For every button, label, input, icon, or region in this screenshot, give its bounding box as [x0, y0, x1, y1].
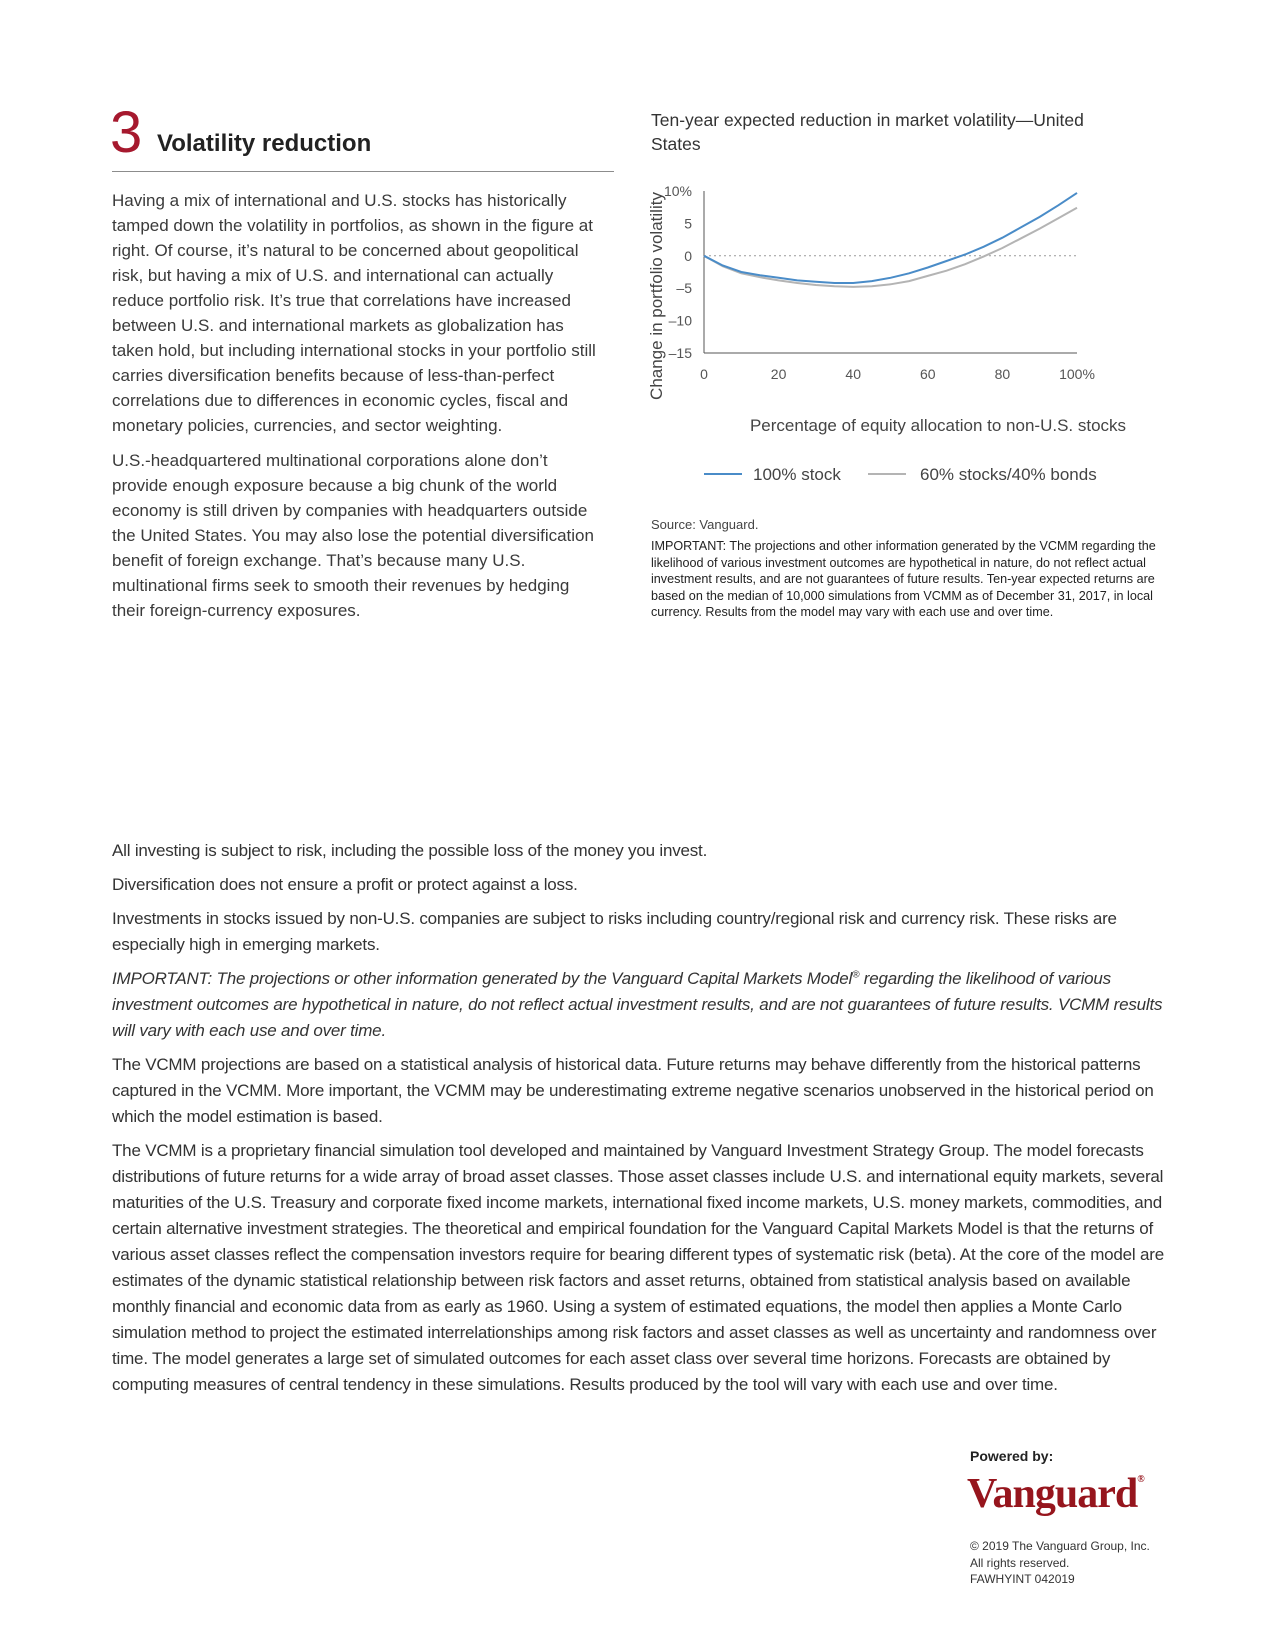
- x-tick-label: 60: [920, 366, 936, 382]
- disclosure-vcmm-description: The VCMM is a proprietary financial simulation tool developed and maintained by Vanguard Investment Strategy Group. The model forecasts distributions of future returns for a wide array of broad asset classes. Those asset classes include U.S. and international equity markets, several maturities of the U.S. Treasury and corporate fixed income markets, international fixed income markets, U.S. money markets, commodities, and certain alternative investment strategies. The theoretical and empirical foundation for the Vanguard Capital Markets Model is that the returns of various asset classes reflect the compensation investors require for bearing different types of systematic risk (beta). At the core of the model are estimates of the dynamic statistical relationship between risk factors and asset returns, obtained from statistical analysis based on available monthly financial and economic data from as early as 1960. Using a system of estimated equations, the model then applies a Monte Carlo simulation method to project the estimated interrelationships among risk factors and asset classes as well as uncertainty and randomness over time. The model generates a large set of simulated outcomes for each asset class over several time horizons. Forecasts are obtained by computing measures of central tendency in these simulations. Results produced by the tool will vary with each use and over time.: [112, 1141, 1164, 1394]
- disclosure-vcmm-projections: The VCMM projections are based on a statistical analysis of historical data. Future returns may behave differently from the historical patterns captured in the VCMM. More important, the VCMM may be underestimating extreme negative scenarios unobserved in the historical period on which the model estimation is based.: [112, 1055, 1154, 1126]
- powered-by-label: Powered by:: [970, 1448, 1054, 1464]
- volatility-chart: [640, 175, 1160, 495]
- body-paragraph-2: U.S.-headquartered multinational corporations alone don’t provide enough exposure because a big chunk of the world economy is still driven by companies with headquarters outside the United States. You may also lose the potential diversification benefit of foreign exchange. That’s because many U.S. multinational firms seek to smooth their revenues by hedging their foreign-currency exposures.: [112, 451, 594, 620]
- chart-source: Source: Vanguard.: [651, 517, 759, 532]
- x-axis-label: Percentage of equity allocation to non-U.S. stocks: [749, 416, 1127, 435]
- chart-important-note: IMPORTANT: The projections and other information generated by the VCMM regarding the likelihood of various investment outcomes are hypothetical in nature, do not reflect actual investment results, and are not guarantees of future results. Ten-year expected returns are based on the median of 10,000 simulations from VCMM as of December 31, 2017, in local currency. Results from the model may vary with each use and over time.: [651, 539, 1156, 619]
- vanguard-logo: [967, 1470, 1145, 1518]
- disclosures: [112, 838, 1170, 1406]
- section-title: Volatility reduction: [157, 130, 372, 157]
- y-tick-label: 5: [684, 215, 692, 232]
- x-tick-label: 20: [770, 366, 787, 382]
- x-tick-label: 0: [700, 366, 708, 382]
- x-tick-label: 40: [845, 366, 861, 382]
- disclosure-risk: All investing is subject to risk, including the possible loss of the money you invest.: [112, 841, 708, 860]
- disclosure-vcmm-important-part2: regarding the likelihood of various investment outcomes are hypothetical in nature, do not reflect actual investment results, and are not guarantees of future results. VCMM results will vary with each use and over time.: [112, 969, 1163, 1040]
- logo-registered-mark: ®: [1137, 1474, 1145, 1485]
- legend-label-100-stock: 100% stock: [753, 465, 841, 484]
- legend: [704, 465, 1097, 484]
- footer-legal: [970, 1538, 1150, 1588]
- chart-title: Ten-year expected reduction in market volatility—United States: [651, 110, 1084, 154]
- y-tick-label: 0: [684, 247, 692, 264]
- y-tick-label: –5: [676, 280, 692, 297]
- body-paragraph-1: Having a mix of international and U.S. stocks has historically tamped down the volatility in portfolios, as shown in the figure at right. Of course, it’s natural to be concerned about geopolitical risk, but having a mix of U.S. and international can actually reduce portfolio risk. It’s true that correlations have increased between U.S. and international markets as globalization has taken hold, but including international stocks in your portfolio still carries diversification benefits because of less-than-perfect correlations due to differences in economic cycles, fiscal and monetary policies, currencies, and sector weighting.: [112, 191, 596, 435]
- y-tick-label: –10: [668, 312, 692, 329]
- x-ticks: [700, 366, 1095, 382]
- document-code: FAWHYINT 042019: [970, 1572, 1075, 1586]
- registered-mark: ®: [852, 969, 860, 981]
- copyright-text: © 2019 The Vanguard Group, Inc.: [970, 1539, 1150, 1553]
- y-axis-label: Change in portfolio volatility: [647, 192, 666, 400]
- disclosure-diversification: Diversification does not ensure a profit or protect against a loss.: [112, 875, 578, 894]
- disclosure-vcmm-important-part1: IMPORTANT: The projections or other information generated by the Vanguard Capital Markets Model: [112, 969, 853, 988]
- x-tick-label: 80: [994, 366, 1011, 382]
- rights-text: All rights reserved.: [970, 1555, 1070, 1570]
- vanguard-logo-text: Vanguard: [967, 1471, 1138, 1517]
- y-tick-label: –15: [668, 345, 692, 361]
- disclosure-foreign-stocks: Investments in stocks issued by non-U.S. companies are subject to risks including country/regional risk and currency risk. These risks are especially high in emerging markets.: [112, 909, 1117, 954]
- section-number: 3: [110, 100, 143, 165]
- disclosure-vcmm-important: [112, 966, 1170, 1044]
- y-ticks: [664, 183, 692, 361]
- legend-label-60-40: 60% stocks/40% bonds: [920, 465, 1097, 484]
- y-tick-label: 10%: [663, 183, 692, 199]
- body-text: [112, 188, 607, 633]
- x-tick-label: 100%: [1059, 366, 1095, 382]
- section-divider: [112, 171, 614, 172]
